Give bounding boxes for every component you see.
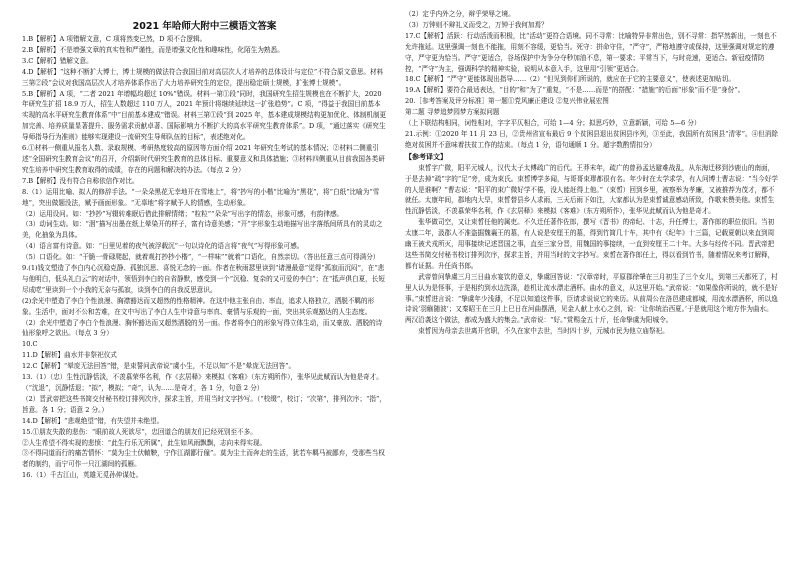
translation-paragraph: 张华做司空，又让束皙任他的属吏。不久迁任著作佐郎，撰写《晋书》的帝纪、十志，升任博士，著作郎的职位依旧。当初太康二年，汲郡人不准盗掘魏襄王的墓，有人说是安厘王的墓，得到竹简几十车，其中有《纪年》十三篇，记载夏朝以来直到周幽王被犬戎所灭，用事接续记述晋国之事，直至三家分晋，用魏国的事接续，一直到安厘王二十年。大多与经传不同。晋武帝把这些书简交付秘书校订排列次序，探求主旨，并用当时的文字抄写。束皙在著作郎任上，得以看到竹书，随着情况来考订解释，都有证据。升任尚书郎。 xyxy=(405,218,775,270)
answer-item: 12.C【解析】“晕庞无法回答”错，是束誓问武帝说“虞小生，不足以知”不是“晕庞无法回答”。 xyxy=(22,362,296,371)
answer-item: 4.D【解析】“这种不断扩大博士，博士规模的做法符合我国目前对高层次人才培养的总体设计与定位”不符合原文意思。材料三第②段“会议对我国高层次人才培养体系作出了大力培养研究生的定位，提出稳定硕士规模，扩张博士规模”。 xyxy=(22,67,384,87)
translation-heading: 【参考译文】 xyxy=(405,152,447,161)
answer-item: ②人生希望不得实现的悲愤：“此生行乐无所属”，此生如风雨飘飘，志向未得实现。 xyxy=(22,438,267,447)
answer-item: 2.B【解析】不是增强文章的真实性和严谨性，而是增强文化性和趣味性，化陌生为熟悉。 xyxy=(22,45,284,54)
answer-item: 6.①材料一侧重从报名人数、录取规模、考研热度较高的原因等方面介绍 2021 年研究生考试的基本情况；②材料二侧重引述“全国研究生教育会议”的召开，介绍新时代研究生教育的总体目标、重要意义和具体措施；③材料四侧重从目前我国各类研究生培养中研究生教育取得的成绩，存在的问题和解决的办法。（每点 2 分） xyxy=(22,144,385,174)
answer-item: （2）晋武帝把这些书简交付秘书校订排列次序，探求主旨，并用当时文字抄写。（“校缀”，校订；“次第”，排列次序；“指”，旨意。各 1 分；语意 2 分。） xyxy=(22,394,386,414)
answer-item: 21.示例：①2020 年 11 月 23 日，②贵州省宣布最后 9 个贫困县退出贫困县序列，③至此，我国所有贫困县“清零”。④但消除绝对贫困并不意味着扶贫工作的结束。（每点 1 分，语句通顺 1 分。超字数酌情扣分） xyxy=(405,129,778,149)
right-column xyxy=(405,9,779,555)
answer-item: （2）余光中塑造了李白个性浪漫、胸怀豁达而又超然洒脱的另一面。作者将李白的形象写得立体生动，而又豪放、洒脱的诗仙形象呼之欲出。（每点 3 分） xyxy=(22,318,383,338)
answer-item: 第二题 寻梦追梦园梦方案拟问题 xyxy=(405,108,500,117)
answer-item: (2)余光中塑造了李白个性浪漫、胸襟豁达而又超然的性格精神。在这中他主张自由、率直，追求人格独立，洒脱不羁的形象。生活中，面对不公和苦难，在文中写出了李白人生中诗意与率真、豪情与乐观的一面，突出其乐观豁达的人生态度。 xyxy=(22,296,375,316)
answer-item: 17.C【解析】活跃：行动活泼而积极，比“活动”更符合语境。同不寻常：比喻特异非常出色，别不寻常：指罕然新出，一刻也不允许拖延。这里强调一刻也不能拖，用刻不容缓，更恰当。死守：拼命守住，“严守”，严格地遵守或保持，这里强调对规定的遵守，严守更为恰当。严守“更适合，谷场保护中为争分夺秒加油不息，第一要求；平常当下，与时竞速，更适合。新冠疫情防控，“严守”为主，强调科学的精神实验，说明从本意入手，这里用“引领”更适合。 xyxy=(405,31,777,73)
translation-paragraph: 武帝曾问挚虞三月三日曲水宴饮的意义，挚虞回答说：“汉章帝时，平原郡徐肇在三月初生了三个女儿，到第三天都死了，村里人认为是怪事，于是相约到水边洗涤，趁机让流水漂走酒杯。曲水的意义，从这里开始。”武帝说：“如果像你所说的，就不是好事。”束皙进言说：“挚虞年少浅薄，不足以知道这件事，臣请求说说它的来历。从前周公在洛邑建成都城，用流水漂酒杯，所以逸诗说‘羽觞随波’；又秦昭王在三月上巳日在河曲摆酒，见金人献上水心之剑，说：‘让你统治西夏。’于是就用这个地方作为曲水。两汉沿袭这个做法，都成为盛大的集会。”武帝说：“好。”赏赐金五十斤，任命挚虞为阳城令。 xyxy=(405,272,778,325)
answer-item: 8.（1）运用比喻、拟人的修辞手法。“一朵朵黑花无幸地开在雪地上”，将“抄写的小楷”比喻为“黑花”，将“白纸”比喻为“雪地”，突出做题没法，赋予画面形象。“无辜地”将字赋予人的情感，生动形象。 xyxy=(22,187,380,207)
answer-item: （4）语言富有诗意。如：“日里见着的夜气被浮载沉”一句以诗化的语言将“夜气”写得形象可感。 xyxy=(22,242,304,251)
answer-item: 19.A【解析】要符合最适表达，“目的”和“为了”重复，“不是……而是”的搭配：“措施”的后面“形象”而不是“身份”。 xyxy=(405,86,745,95)
answer-item: 14.D【解析】“悲观绝望”错，有失望并未绝望。 xyxy=(22,416,164,425)
answer-item: （上下联结构相同，词性相对，字字平仄相合，可给 1—4 分；拟思巧妙，立意新颖，可给 5—6 分） xyxy=(405,119,701,128)
translation-paragraph: 束皙因为母亲去世离开官职，不久在家中去世，当时四十岁，元城市民为他立庙祭祀。 xyxy=(418,327,669,336)
answer-item: 18.C【解析】“严守”更能体现出指导……（2）“但见到你们所说的，就应在于它的主要意义”，使表述更加贴切。 xyxy=(405,75,735,84)
document-title: 2021 年哈师大附中三模语文答案 xyxy=(132,21,277,32)
answer-item: ③不得同道而行的痛苦情怀：“莫为尘土伏轅鞅，宁作江湖鄙行僮”。莫为尘土而奔走的生活，犹若车羁马被鄙弃，受那些当权者的制约，而宁可作一只江湖间的孤雁。 xyxy=(22,449,385,469)
translation-paragraph: 束皙字广微，阳平元城人，汉代太子太傅疏广的后代。王莽末年，疏广的曾孙孟达避难战乱，从东海迁移到沙鹿山的南面，于是去掉“疏”字的“足”旁，成为束氏。束皙博学多闻，与哥哥束璆都很有名。年少时在太学求学，有人问博士曹志说：“当今好学的人是谁啊？”曹志说：“阳平的束广微好学不倦，没人能赶得上他。”（束皙）回到乡里，被察举为孝廉，又被推荐为茂才，都不就任。太康年间，郡地内大旱，束皙替县乡人求雨，三天后雨下如注，大家都认为是束皙诚意感动所致，作歌来赞美他。束皙生性沉静恬淡，不羡慕荣华名利，作《玄居释》来模拟《客难》（东方朔所作），张华见此赋而认为他是奇才。 xyxy=(405,163,778,216)
right-answer-list xyxy=(405,9,779,151)
answer-item: 16.（1）千古江山，英雄无觅孙仲谋处。 xyxy=(22,471,143,480)
answer-item: （3）万钟则不辩礼义而受之，万钟于我何加焉？ xyxy=(405,20,548,29)
answer-item: 5.B【解析】A 项，“二者 2021 年增幅均超过 10%”错误。材料一第①段“同时，我国研究生招生规模也在不断扩大，2020 年研究生扩招 18.9 万人，招生人数超过 110 万人，2021 年预计将继续延续这一扩张趋势”。C 项，“得益于我国目前基本实现的高水平研究生教育体系”中“目前基本建成”错误。材料三第①段“到 2025 年，基本建成规模结构更加优化、体制机制更加完善、培养质量显著提升、服务需求贡献卓著、国际影响力不断扩大的高水平研究生教育体系”。D 项，“通过落实《研究生导师指导行为准则》能够实现建设一流研究生导师队伍的目标”，表述绝对化。 xyxy=(22,89,387,142)
answer-item: （5）口语化。如：“干脆一骨碌爬起，就着观打抄抄小楷”，“一样味”“就着”口语化，自然亲切。（答出任意三点可得满分） xyxy=(22,253,380,262)
answer-item: 1.B【解析】A 项错解文意，C 项将然变已然，D 项不合逻辑。 xyxy=(22,35,207,43)
answer-item: 10.C xyxy=(22,340,38,349)
answer-item: 7.B【解析】没有符合自称依信作对比。 xyxy=(22,176,139,185)
answer-item: （2）运用设问。如：“抄抄”写辍转难眠后借此排解情绪；“粒粒”“朵朵”写出字的情态，形象可感，有韵律感。 xyxy=(22,209,344,218)
answer-item: （3）动词生动。如：“洇”描写出墨在纸上晕染开的样子，富有诗意美感；“开”字形象生动地描写出字落纸间所具有的灵动之美，化抽象为具体。 xyxy=(22,220,383,240)
answer-item: （2）定乎内外之分，辩乎荣辱之境。 xyxy=(405,10,515,18)
left-column xyxy=(22,20,387,555)
answer-item: 20.［参考答案及评分标准］第一题①党风廉正建设 ②复兴伟业展宏图 xyxy=(405,97,609,106)
answer-item: 3.C【解析】错解文意。 xyxy=(22,56,93,65)
answer-item: 11.D【解析】曲水并非祭祀仪式 xyxy=(22,351,117,360)
left-answer-list xyxy=(22,34,387,481)
translation-body xyxy=(405,163,779,338)
answer-item: 15.①朋友失散的悲伤：“眼前故人死欲尽”，忠回道合的朋友们已经死别至不多。 xyxy=(22,427,257,436)
answer-item: 9.(1)钱文塑造了李白内心沉稳克静、孤独沉思、喜悦无念的一面。作者在秋雨瑟里读到“诸漫最意”觉得“孤寂而沉闷”，在“悲与他明白，低头礼白云”的对话中，领悟到李白的自省静默，感受到一个“沉稳、复杂的又可爱的李白”；在“抵声俱白夏，长短尽成呓”里读到一个小我的无奈与孤寂，谈到李白的自我反思意识。 xyxy=(22,264,385,294)
answer-item: 13.（1）（忠）生性沉静恬淡，不羡慕荣华名利，作《玄居释》来模拟《客难》（东方朔所作），张华见此赋而认为他是奇才。（“沈退”，沉静恬退；“拟”，模拟；“奇”，认为……是奇才，各 1 分，句意 2 分） xyxy=(22,373,383,392)
